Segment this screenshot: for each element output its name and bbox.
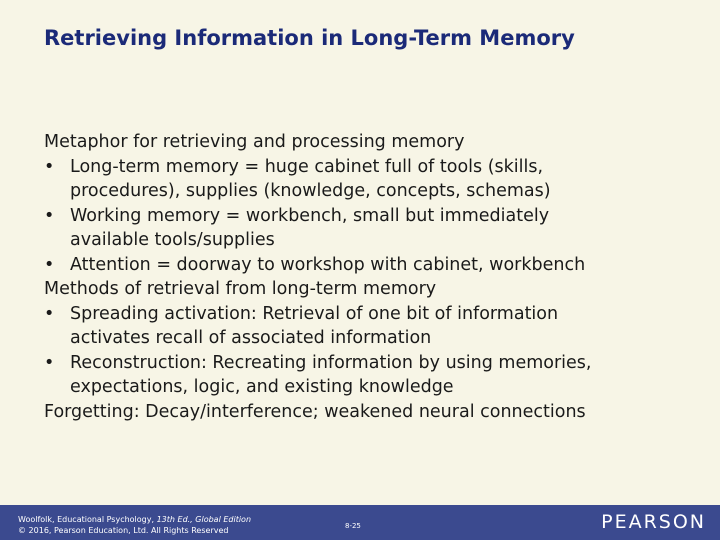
slide-body <box>44 130 694 424</box>
footer-bar <box>0 505 720 540</box>
section-heading: Methods of retrieval from long-term memory <box>44 279 437 299</box>
section-heading: Metaphor for retrieving and processing memory <box>44 132 465 152</box>
bullet-text-continuation: activates recall of associated information <box>70 328 432 348</box>
bullet-dot-icon: • <box>44 352 55 373</box>
bullet-text-continuation: expectations, logic, and existing knowledge <box>70 377 454 397</box>
citation-author: Woolfolk, Educational Psychology, <box>18 515 157 524</box>
bullet-text: Long-term memory = huge cabinet full of tools (skills, <box>70 156 544 177</box>
bullet-item <box>44 253 694 278</box>
slide-title: Retrieving Information in Long-Term Memory <box>44 26 575 50</box>
bullet-item <box>44 204 694 253</box>
pearson-logo: PEARSON <box>601 511 706 533</box>
bullet-text-continuation: available tools/supplies <box>70 230 275 250</box>
bullet-item <box>44 302 694 351</box>
bullet-text: Working memory = workbench, small but immediately <box>70 205 550 226</box>
footer-citation <box>18 514 251 536</box>
section-heading: Forgetting: Decay/interference; weakened neural connections <box>44 401 586 422</box>
page-number: 8-25 <box>345 522 361 530</box>
bullet-item <box>44 351 694 400</box>
bullet-dot-icon: • <box>44 303 55 324</box>
bullet-text: Spreading activation: Retrieval of one bit of information <box>70 303 559 324</box>
bullet-text: Attention = doorway to workshop with cabinet, workbench <box>70 254 586 275</box>
citation-edition: 13th Ed., Global Edition <box>156 515 252 524</box>
bullet-text-continuation: procedures), supplies (knowledge, concepts, schemas) <box>70 181 551 201</box>
copyright-line: © 2016, Pearson Education, Ltd. All Rights Reserved <box>18 526 229 535</box>
bullet-text: Reconstruction: Recreating information by using memories, <box>70 352 592 373</box>
bullet-dot-icon: • <box>44 205 55 226</box>
bullet-dot-icon: • <box>44 156 55 177</box>
citation-line <box>18 514 251 525</box>
bullet-item <box>44 155 694 204</box>
bullet-dot-icon: • <box>44 254 55 275</box>
